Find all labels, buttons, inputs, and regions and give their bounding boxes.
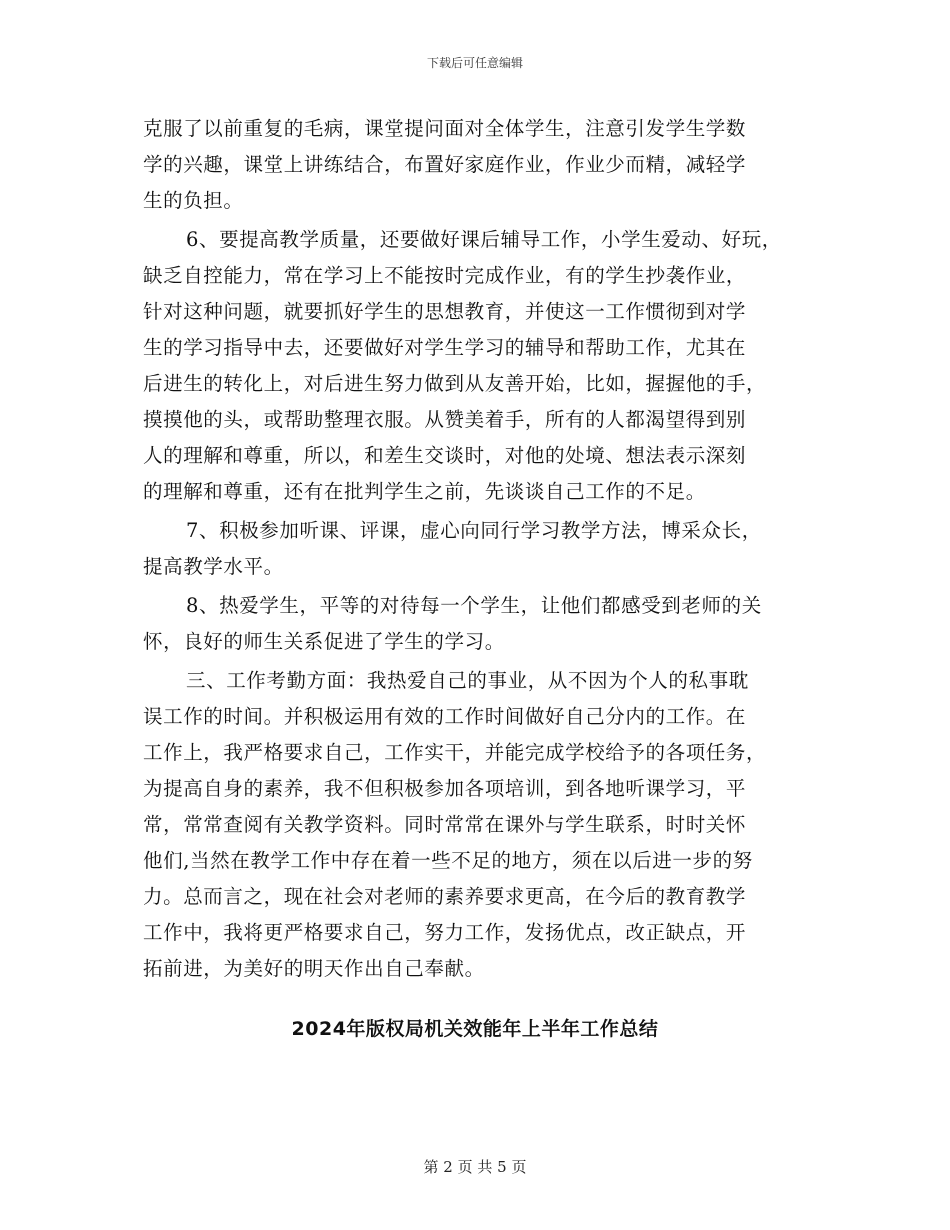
body-line: 针对这种问题，就要抓好学生的思想教育，并使这一工作惯彻到对学: [143, 300, 747, 323]
section-3-first-line: 三、工作考勤方面：我热爱自己的事业，从不因为个人的私事耽: [186, 669, 749, 692]
body-line: 常，常常查阅有关教学资料。同时常常在课外与学生联系，时时关怀: [143, 813, 747, 836]
page-footer: 第 2 页 共 5 页: [423, 1158, 527, 1176]
paragraph-6-first-line: 6、要提高教学质量，还要做好课后辅导工作，小学生爱动、好玩，: [186, 228, 782, 251]
body-line: 人的理解和尊重，所以，和差生交谈时，对他的处境、想法表示深刻: [143, 444, 747, 467]
paragraph-8-first-line: 8、热爱学生，平等的对待每一个学生，让他们都感受到老师的关: [186, 594, 762, 617]
body-line: 摸摸他的头，或帮助整理衣服。从赞美着手，所有的人都渴望得到别: [143, 408, 747, 431]
body-line: 怀，良好的师生关系促进了学生的学习。: [143, 630, 505, 653]
body-line: 工作上，我严格要求自己，工作实干，并能完成学校给予的各项任务，: [143, 741, 767, 764]
body-line: 为提高自身的素养，我不但积极参加各项培训，到各地听课学习，平: [143, 777, 747, 800]
body-line: 生的负担。: [143, 189, 244, 212]
paragraph-7-first-line: 7、积极参加听课、评课，虚心向同行学习教学方法，博采众长，: [186, 519, 762, 542]
body-line: 提高教学水平。: [143, 555, 284, 578]
body-line: 后进生的转化上，对后进生努力做到从友善开始，比如，握握他的手，: [143, 372, 767, 395]
body-line: 的理解和尊重，还有在批判学生之前，先谈谈自己工作的不足。: [143, 480, 706, 503]
body-line: 力。总而言之，现在社会对老师的素养要求更高，在今后的教育教学: [143, 885, 747, 908]
body-line: 工作中，我将更严格要求自己，努力工作，发扬优点，改正缺点，开: [143, 921, 747, 944]
body-line: 他们,当然在教学工作中存在着一些不足的地方，须在以后进一步的努: [143, 849, 753, 872]
document-title: 2024年版权局机关效能年上半年工作总结: [291, 1018, 659, 1040]
body-line: 误工作的时间。并积极运用有效的工作时间做好自己分内的工作。在: [143, 705, 747, 728]
body-line: 缺乏自控能力，常在学习上不能按时完成作业，有的学生抄袭作业，: [143, 264, 747, 287]
body-line: 生的学习指导中去，还要做好对学生学习的辅导和帮助工作，尤其在: [143, 336, 747, 359]
page-header: 下载后可任意编辑: [426, 56, 523, 70]
body-line: 克服了以前重复的毛病，课堂提问面对全体学生，注意引发学生学数: [143, 117, 747, 140]
body-line: 拓前进，为美好的明天作出自己奉献。: [143, 957, 485, 980]
body-line: 学的兴趣，课堂上讲练结合，布置好家庭作业，作业少而精，减轻学: [143, 153, 747, 176]
